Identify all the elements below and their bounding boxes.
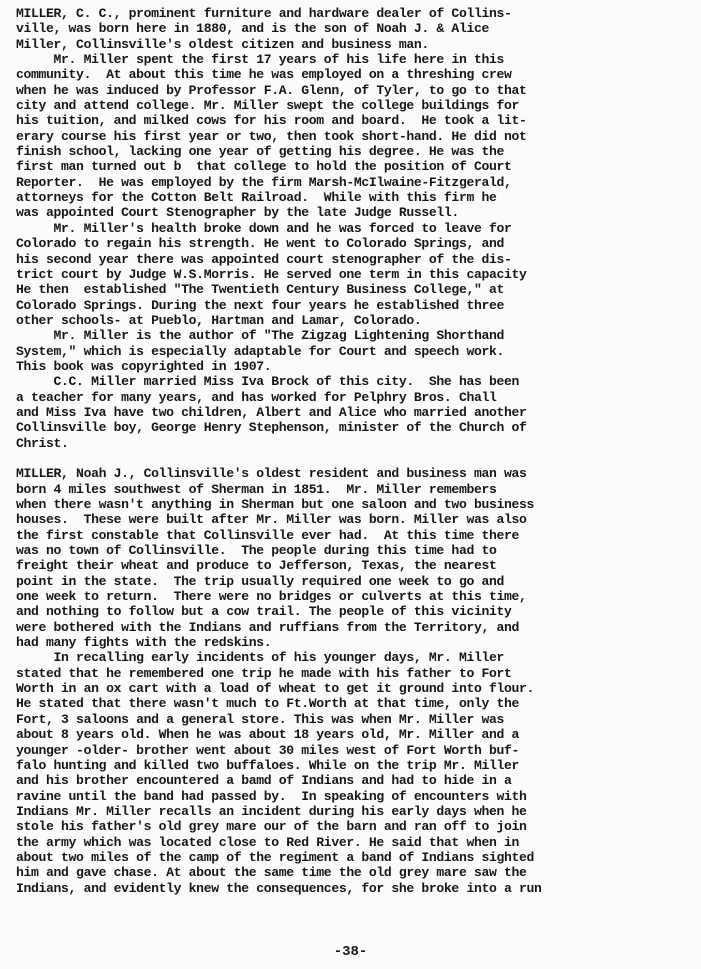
- text-line: Indians, and evidently knew the consequences, for she broke into a run: [16, 880, 542, 896]
- text-line: were bothered with the Indians and ruffians from the Territory, and: [16, 619, 520, 635]
- text-line: stole his father's old grey mare our of the barn and ran off to join: [16, 819, 527, 835]
- text-line: houses. These were built after Mr. Miller was born. Miller was also: [16, 512, 527, 528]
- text-line: when there wasn't anything in Sherman but one saloon and two business: [16, 497, 535, 512]
- text-line: Indians Mr. Miller recalls an incident during his early days when he: [16, 803, 527, 819]
- text-line: Mr. Miller is the author of "The Zigzag Lightening Shorthand: [16, 328, 504, 344]
- text-line: Worth in an ox cart with a load of wheat to get it ground into flour.: [16, 681, 535, 697]
- text-line: He stated that there wasn't much to Ft.Worth at that time, only the: [16, 696, 520, 712]
- text-line: his second year there was appointed court stenographer of the dis-: [16, 251, 512, 267]
- text-line: Miller, Collinsville's oldest citizen and business man.: [16, 36, 429, 52]
- text-line: Christ.: [16, 435, 69, 451]
- text-line: born 4 miles southwest of Sherman in 1851. Mr. Miller remembers: [16, 481, 497, 497]
- text-line: ravine until the band had passed by. In speaking of encounters with: [16, 788, 527, 804]
- text-line: Colorado to regain his strength. He went to Colorado Springs, and: [16, 236, 504, 252]
- text-line: Colorado Springs. During the next four years he established three: [16, 297, 504, 313]
- text-line: falo hunting and killed two buffaloes. While on the trip Mr. Miller: [16, 757, 520, 773]
- text-line: Mr. Miller's health broke down and he was forced to leave for: [16, 220, 512, 236]
- text-line: about two miles of the camp of the regiment a band of Indians sighted: [16, 849, 535, 865]
- entry-miller-noah: [16, 466, 696, 896]
- text-line: ville, was born here in 1880, and is the son of Noah J. & Alice: [16, 21, 489, 37]
- text-line: erary course his first year or two, then took short-hand. He did not: [16, 128, 527, 144]
- paragraph-gap: [16, 451, 696, 466]
- text-line: and Miss Iva have two children, Albert and Alice who married another: [16, 404, 527, 420]
- text-line: other schools- at Pueblo, Hartman and Lamar, Colorado.: [16, 312, 422, 328]
- text-line: younger -older- brother went about 30 miles west of Fort Worth buf-: [16, 742, 520, 758]
- text-line: his tuition, and milked cows for his room and board. He took a lit-: [16, 113, 527, 129]
- text-line: city and attend college. Mr. Miller swept the college buildings for: [16, 98, 520, 114]
- text-line: freight their wheat and produce to Jefferson, Texas, the nearest: [16, 558, 497, 574]
- text-line: MILLER, Noah J., Collinsville's oldest resident and business man was: [16, 466, 527, 482]
- text-line: Reporter. He was employed by the firm Marsh-McIlwaine-Fitzgerald,: [16, 174, 512, 190]
- text-line: trict court by Judge W.S.Morris. He served one term in this capacity: [16, 266, 527, 282]
- text-line: about 8 years old. When he was about 18 years old, Mr. Miller and a: [16, 727, 520, 743]
- text-line: C.C. Miller married Miss Iva Brock of this city. She has been: [16, 374, 520, 390]
- text-line: Fort, 3 saloons and a general store. This was when Mr. Miller was: [16, 711, 504, 727]
- page-number: -38-: [333, 944, 368, 960]
- text-line: first man turned out b that college to hold the position of Court: [16, 159, 512, 175]
- text-line: and nothing to follow but a cow trail. The people of this vicinity: [16, 604, 512, 620]
- text-line: community. At about this time he was employed on a threshing crew: [16, 67, 512, 83]
- text-line: stated that he remembered one trip he made with his father to Fort: [16, 665, 512, 681]
- text-line: finish school, lacking one year of getting his degree. He was the: [16, 144, 504, 160]
- text-line: and his brother encountered a bamd of Indians and had to hide in a: [16, 773, 512, 789]
- text-line: In recalling early incidents of his younger days, Mr. Miller: [16, 650, 504, 666]
- text-line: point in the state. The trip usually required one week to go and: [16, 573, 504, 589]
- text-line: had many fights with the redskins.: [16, 635, 272, 651]
- text-line: him and gave chase. At about the same time the old grey mare saw the: [16, 865, 527, 881]
- text-line: This book was copyrighted in 1907.: [16, 358, 272, 374]
- entry-miller-cc: [16, 6, 696, 451]
- text-line: Collinsville boy, George Henry Stephenson, minister of the Church of: [16, 420, 527, 436]
- document-text: [16, 6, 696, 896]
- text-line: when he was induced by Professor F.A. Glenn, of Tyler, to go to that: [16, 82, 527, 98]
- text-line: He then established "The Twentieth Century Business College," at: [16, 282, 504, 298]
- text-line: was appointed Court Stenographer by the late Judge Russell.: [16, 205, 459, 221]
- text-line: System," which is especially adaptable for Court and speech work.: [16, 343, 504, 359]
- text-line: was no town of Collinsville. The people during this time had to: [16, 543, 497, 559]
- text-line: a teacher for many years, and has worked for Pelphry Bros. Chall: [16, 389, 497, 405]
- text-line: Mr. Miller spent the first 17 years of his life here in this: [16, 52, 504, 68]
- text-line: MILLER, C. C., prominent furniture and hardware dealer of Collins-: [16, 6, 512, 21]
- text-line: attorneys for the Cotton Belt Railroad. While with this firm he: [16, 190, 497, 206]
- text-line: one week to return. There were no bridges or culverts at this time,: [16, 589, 527, 605]
- text-line: the army which was located close to Red River. He said that when in: [16, 834, 520, 850]
- text-line: the first constable that Collinsville ever had. At this time there: [16, 527, 520, 543]
